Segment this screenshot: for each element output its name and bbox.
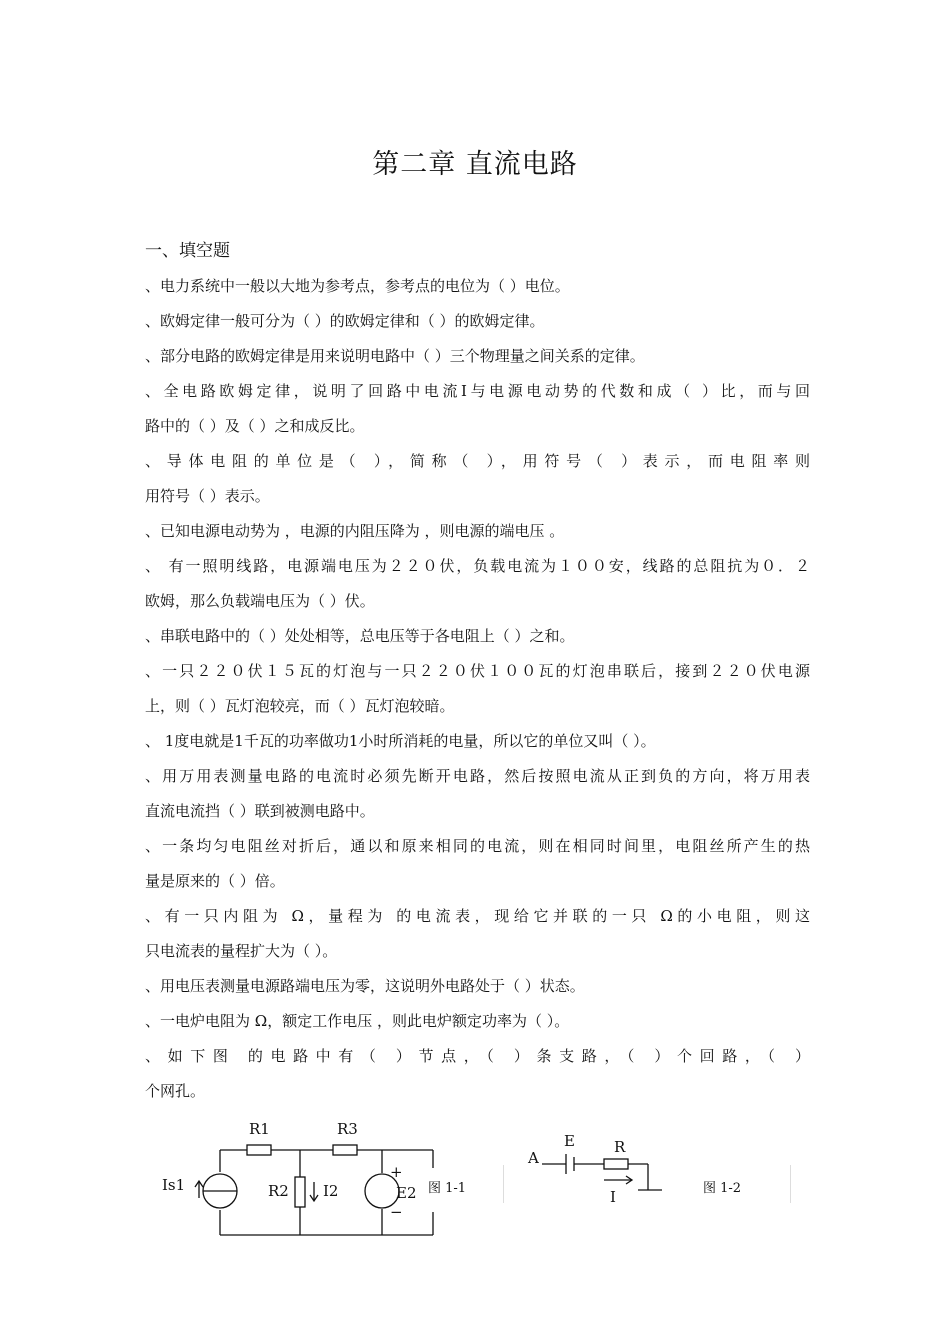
label-r2: R2: [268, 1182, 289, 1200]
circuit-figure-1-2: [520, 1130, 760, 1210]
question-line: 、导体电阻的单位是（ ），简称（ ），用符号（ ）表示，而电阻率则: [145, 452, 810, 470]
label-e2: E2: [396, 1184, 417, 1202]
question-line: 、欧姆定律一般可分为（ ）的欧姆定律和（ ）的欧姆定律。: [145, 312, 545, 330]
section-heading: 一、填空题: [145, 241, 230, 261]
label-a: A: [528, 1149, 539, 1167]
question-line: 、已知电源电动势为 ，电源的内阻压降为 ，则电源的端电压 。: [145, 522, 565, 540]
question-line: 、串联电路中的（ ）处处相等，总电压等于各电阻上（ ）之和。: [145, 627, 575, 645]
question-line: 、如下图 的电路中有（ ）节点，（ ）条支路，（ ）个回路，（ ）: [145, 1047, 810, 1065]
label-minus: −: [390, 1203, 403, 1221]
figure-caption-1-2: 图 1-2: [703, 1181, 742, 1196]
question-line: 、一条均匀电阻丝对折后，通以和原来相同的电流，则在相同时间里，电阻丝所产生的热: [145, 837, 810, 855]
question-line: 、 1度电就是1千瓦的功率做功1小时所消耗的电量，所以它的单位又叫（ ）。: [145, 732, 656, 750]
label-i: I: [610, 1188, 616, 1206]
question-line: 、一只２２０伏１５瓦的灯泡与一只２２０伏１００瓦的灯泡串联后，接到２２０伏电源: [145, 662, 810, 680]
question-line: 、用电压表测量电源路端电压为零，这说明外电路处于（ ）状态。: [145, 977, 585, 995]
label-r3: R3: [337, 1120, 358, 1138]
question-line: 、全电路欧姆定律，说明了回路中电流Ⅰ与电源电动势的代数和成（ ）比，而与回: [145, 382, 810, 400]
figure-frame-divider: [790, 1165, 791, 1203]
question-line: 、有一只内阻为 Ω，量程为 的电流表，现给它并联的一只 Ω的小电阻，则这: [145, 907, 810, 925]
question-line: 、一电炉电阻为 Ω，额定工作电压 ，则此电炉额定功率为（ ）。: [145, 1012, 570, 1030]
question-line: 上，则（ ）瓦灯泡较亮，而（ ）瓦灯泡较暗。: [145, 697, 455, 715]
question-line: 个网孔。: [145, 1082, 206, 1100]
label-r1: R1: [249, 1120, 270, 1138]
question-line: 直流电流挡（ ）联到被测电路中。: [145, 802, 375, 820]
circuit-figure-1-1: [150, 1110, 490, 1245]
figure-frame-divider: [503, 1165, 504, 1203]
question-line: 、部分电路的欧姆定律是用来说明电路中（ ）三个物理量之间关系的定律。: [145, 347, 645, 365]
question-line: 、 有一照明线路，电源端电压为２２０伏，负载电流为１００安，线路的总阻抗为０．２: [145, 557, 810, 575]
label-i2: I2: [323, 1182, 339, 1200]
label-e: E: [564, 1132, 575, 1150]
chapter-title: 第二章 直流电路: [372, 149, 578, 180]
question-line: 、用万用表测量电路的电流时必须先断开电路，然后按照电流从正到负的方向，将万用表: [145, 767, 810, 785]
question-line: 用符号（ ）表示。: [145, 487, 270, 505]
question-line: 欧姆，那么负载端电压为（ ）伏。: [145, 592, 375, 610]
question-line: 量是原来的（ ）倍。: [145, 872, 285, 890]
label-plus: +: [390, 1163, 403, 1181]
question-line: 、电力系统中一般以大地为参考点，参考点的电位为（ ）电位。: [145, 277, 570, 295]
question-line: 只电流表的量程扩大为（ ）。: [145, 942, 338, 960]
label-r: R: [614, 1138, 626, 1156]
label-is1: Is1: [162, 1176, 186, 1194]
figure-caption-1-1: 图 1-1: [428, 1181, 467, 1196]
question-line: 路中的（ ）及（ ）之和成反比。: [145, 417, 365, 435]
